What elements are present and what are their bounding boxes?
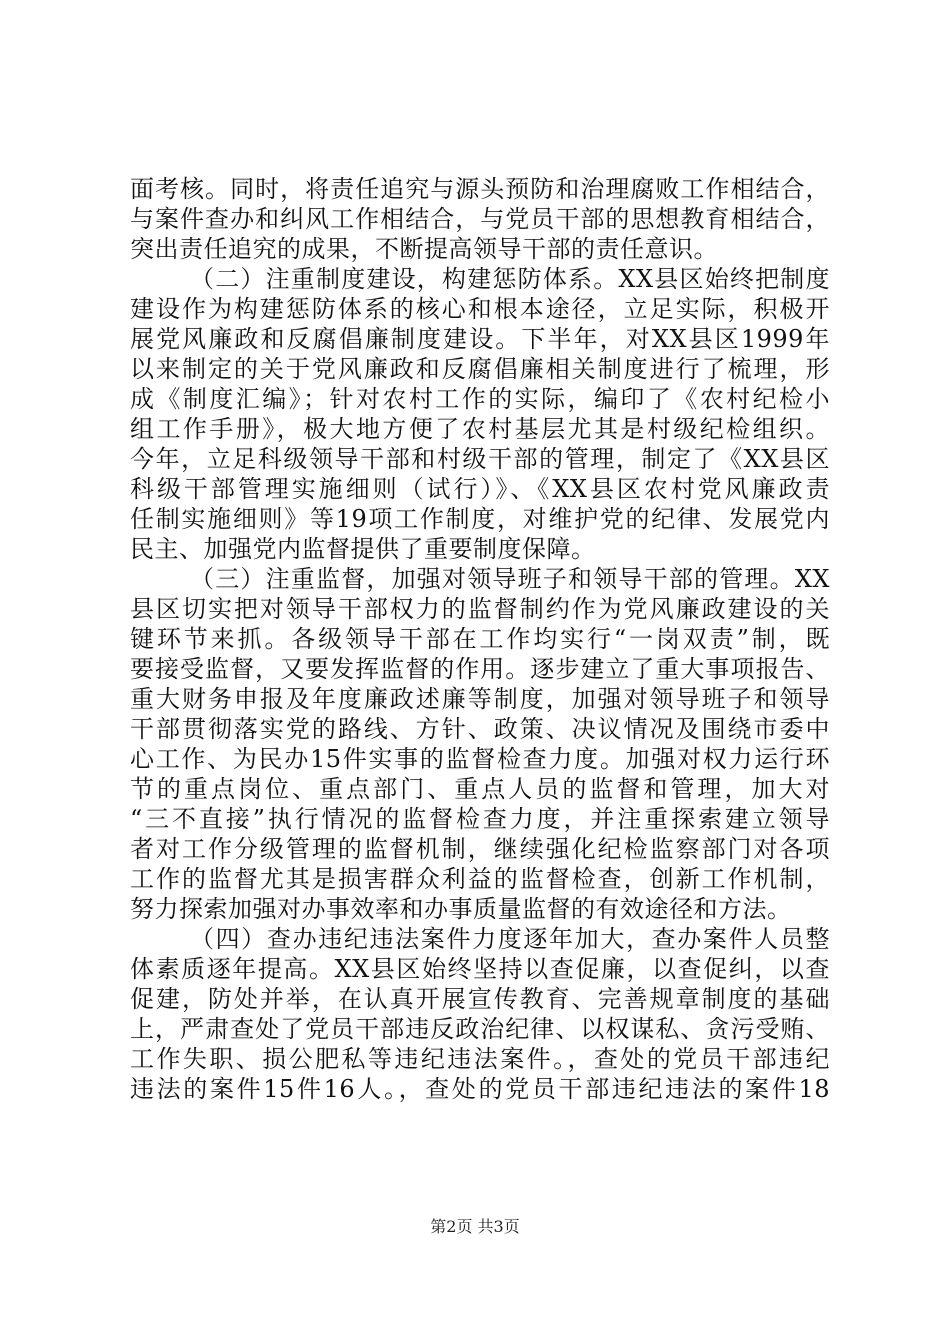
body-text-line: 民主、加强党内监督提供了重要制度保障。 (130, 535, 596, 563)
body-text-line: 者对工作分级管理的监督机制，继续强化纪检监察部门对各项 (130, 835, 830, 863)
body-text-line: 科级干部管理实施细则（试行）》、《XX县区农村党风廉政责 (130, 475, 830, 503)
body-text-line: 今年，立足科级领导干部和村级干部的管理，制定了《XX县区 (130, 445, 830, 473)
body-text-line: 县区切实把对领导干部权力的监督制约作为党风廉政建设的关 (130, 595, 830, 623)
body-text-line: 体素质逐年提高。XX县区始终坚持以查促廉，以查促纠，以查 (130, 955, 830, 983)
body-text-line: 节的重点岗位、重点部门、重点人员的监督和管理，加大对 (130, 775, 830, 803)
body-text-line: 要接受监督，又要发挥监督的作用。逐步建立了重大事项报告、 (130, 655, 830, 683)
body-text-line: 努力探索加强对办事效率和办事质量监督的有效途径和方法。 (130, 895, 792, 923)
body-text-line: 成《制度汇编》；针对农村工作的实际，编印了《农村纪检小 (130, 385, 830, 413)
body-text-line: 以来制定的关于党风廉政和反腐倡廉相关制度进行了梳理，形 (130, 355, 830, 383)
body-text-line: 工作失职、损公肥私等违纪违法案件。，查处的党员干部违纪 (130, 1045, 830, 1073)
body-text-line: 促建，防处并举，在认真开展宣传教育、完善规章制度的基础 (130, 985, 830, 1013)
body-text-line: 建设作为构建惩防体系的核心和根本途径，立足实际，积极开 (130, 295, 830, 323)
body-text-line: 与案件查办和纠风工作相结合，与党员干部的思想教育相结合， (130, 205, 830, 233)
body-text-line: “三不直接”执行情况的监督检查力度，并注重探索建立领导 (130, 805, 830, 833)
body-text-line: 上，严肃查处了党员干部违反政治纪律、以权谋私、贪污受贿、 (130, 1015, 830, 1043)
body-text-line: 心工作、为民办15件实事的监督检查力度。加强对权力运行环 (130, 745, 830, 773)
body-text-line: 任制实施细则》等19项工作制度，对维护党的纪律、发展党内 (130, 505, 830, 533)
body-text-line: 违法的案件15件16人。，查处的党员干部违纪违法的案件18 (130, 1075, 830, 1103)
section-4-heading-line: （四）查办违纪违法案件力度逐年加大，查办案件人员整 (190, 925, 830, 953)
body-text-line: 展党风廉政和反腐倡廉制度建设。下半年，对XX县区1999年 (130, 325, 830, 353)
body-text-line: 工作的监督尤其是损害群众利益的监督检查，创新工作机制， (130, 865, 830, 893)
page-number-footer: 第2页 共3页 (430, 1217, 520, 1236)
body-text-line: 组工作手册》，极大地方便了农村基层尤其是村级纪检组织。 (130, 415, 830, 443)
body-text-line: 干部贯彻落实党的路线、方针、政策、决议情况及围绕市委中 (130, 715, 830, 743)
section-3-heading-line: （三）注重监督，加强对领导班子和领导干部的管理。XX (190, 565, 830, 593)
body-text-line: 突出责任追究的成果，不断提高领导干部的责任意识。 (130, 235, 718, 263)
section-2-heading-line: （二）注重制度建设，构建惩防体系。XX县区始终把制度 (190, 265, 830, 293)
body-text-line: 重大财务申报及年度廉政述廉等制度，加强对领导班子和领导 (130, 685, 830, 713)
body-text-line: 面考核。同时，将责任追究与源头预防和治理腐败工作相结合， (130, 175, 830, 203)
body-text-line: 键环节来抓。各级领导干部在工作均实行“一岗双责”制，既 (130, 625, 830, 653)
